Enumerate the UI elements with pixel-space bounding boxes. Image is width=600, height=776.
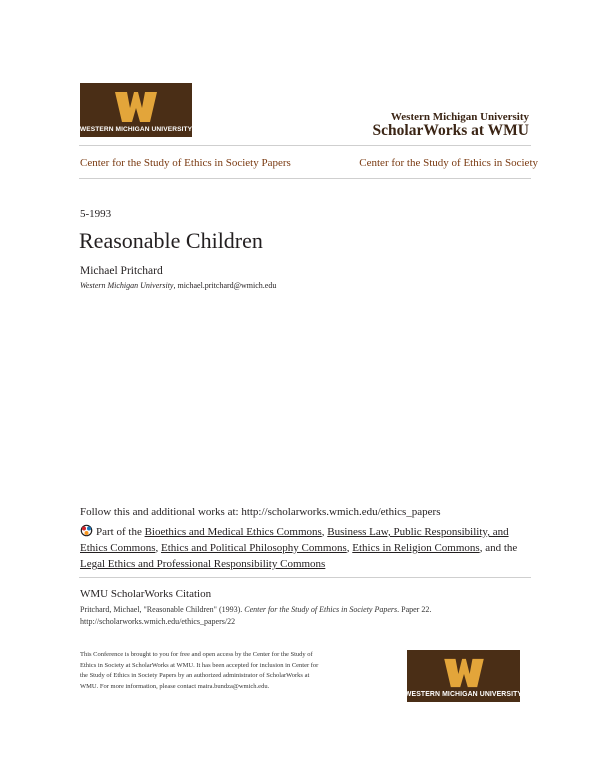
divider-top xyxy=(79,145,531,146)
publication-date: 5-1993 xyxy=(80,208,112,220)
access-notice: This Conference is brought to you for free and open access by the Center for the Study of Ethics in Society at ScholarWorks at WMU. It has been accepted for inclusion in Center for the Study of Ethics in Society Papers by an authorized administrator of ScholarWorks at WMU. For more information, please contact maira.bundza@wmich.edu. xyxy=(80,651,319,690)
discipline-link-religion[interactable]: Ethics in Religion Commons xyxy=(352,542,480,554)
author-affiliation xyxy=(80,281,276,290)
wmu-logo-bottom xyxy=(404,650,523,702)
logo-text: WESTERN MICHIGAN UNIVERSITY xyxy=(79,126,193,133)
discipline-link-business-law[interactable]: Business Law, Public Responsibility, and Ethics Commons xyxy=(80,526,509,554)
logo-text: WESTERN MICHIGAN UNIVERSITY xyxy=(404,691,523,698)
repository-name: ScholarWorks at WMU xyxy=(372,122,529,139)
divider-citation xyxy=(79,577,531,578)
citation-text xyxy=(80,604,532,628)
wmu-w-icon xyxy=(442,657,486,689)
author-name: Michael Pritchard xyxy=(80,265,163,277)
discipline-link-legal-ethics[interactable]: Legal Ethics and Professional Responsibility Commons xyxy=(80,558,326,570)
discipline-link-political-philosophy[interactable]: Ethics and Political Philosophy Commons xyxy=(160,542,347,554)
wmu-w-icon xyxy=(113,90,159,124)
part-of-block xyxy=(80,524,532,572)
center-link[interactable]: Center for the Study of Ethics in Society xyxy=(359,157,538,169)
and-the: , and the xyxy=(479,542,518,554)
citation-series: Center for the Study of Ethics in Society Papers xyxy=(244,605,398,614)
part-of-prefix: Part of the xyxy=(96,526,145,538)
citation-before: Pritchard, Michael, "Reasonable Children" (1993). xyxy=(80,605,245,614)
discipline-link-bioethics[interactable]: Bioethics and Medical Ethics Commons xyxy=(144,526,322,538)
separator: , xyxy=(346,542,353,554)
wmu-logo-top xyxy=(80,83,192,137)
citation-url[interactable]: http://scholarworks.wmich.edu/ethics_papers/22 xyxy=(80,617,236,626)
network-icon xyxy=(80,524,93,537)
separator: , xyxy=(321,526,328,538)
paper-title: Reasonable Children xyxy=(79,228,263,253)
separator: , xyxy=(155,542,161,554)
citation-after: . Paper 22. xyxy=(397,605,432,614)
divider-nav xyxy=(79,178,531,179)
citation-heading: WMU ScholarWorks Citation xyxy=(80,588,212,600)
follow-line: Follow this and additional works at: http://scholarworks.wmich.edu/ethics_papers xyxy=(80,506,441,518)
series-link[interactable]: Center for the Study of Ethics in Society Papers xyxy=(80,157,291,169)
author-email[interactable]: , michael.pritchard@wmich.edu xyxy=(173,281,277,290)
institution-name: Western Michigan University xyxy=(390,111,529,123)
affiliation-name: Western Michigan University xyxy=(80,281,174,290)
